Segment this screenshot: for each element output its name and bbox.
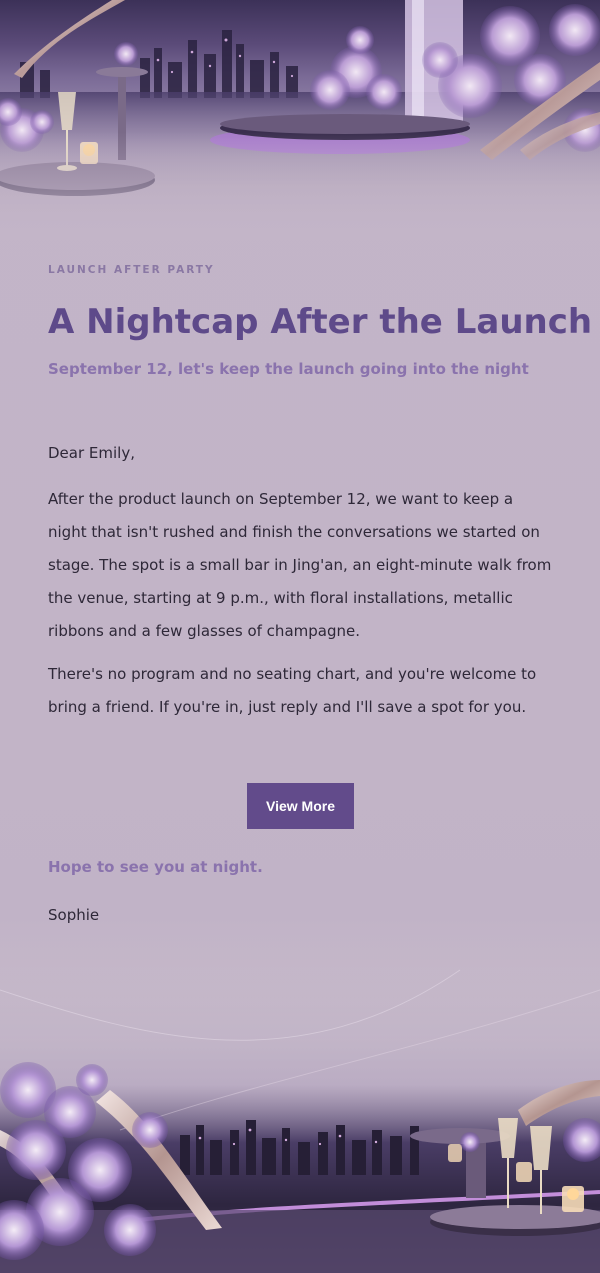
footer-illustration — [0, 930, 600, 1273]
email-body — [48, 262, 593, 724]
body-paragraph: After the product launch on September 12, we want to keep a night that isn't rushed and finish the conversations we started on stage. The spot is a small bar in Jing'an, an eight-minute walk from the venue, starting at 9 p.m., with floral installations, metallic ribbons and a few glasses of champagne. — [48, 490, 552, 640]
body-paragraph: There's no program and no seating chart, and you're welcome to bring a friend. If you're in, just reply and I'll save a spot for you. — [48, 665, 537, 716]
view-more-button[interactable]: View More — [247, 783, 354, 829]
email-title: A Nightcap After the Launch — [48, 302, 593, 342]
header-illustration — [0, 0, 600, 240]
greeting: Dear Emily, — [48, 444, 135, 462]
signature: Sophie — [48, 906, 100, 924]
header-scene — [0, 0, 600, 240]
cta-container — [247, 783, 354, 829]
eyebrow-label: LAUNCH AFTER PARTY — [48, 264, 215, 276]
signoff: Hope to see you at night. — [48, 858, 263, 876]
footer-scene — [0, 930, 600, 1273]
email-subtitle: September 12, let's keep the launch going into the night — [48, 360, 529, 378]
